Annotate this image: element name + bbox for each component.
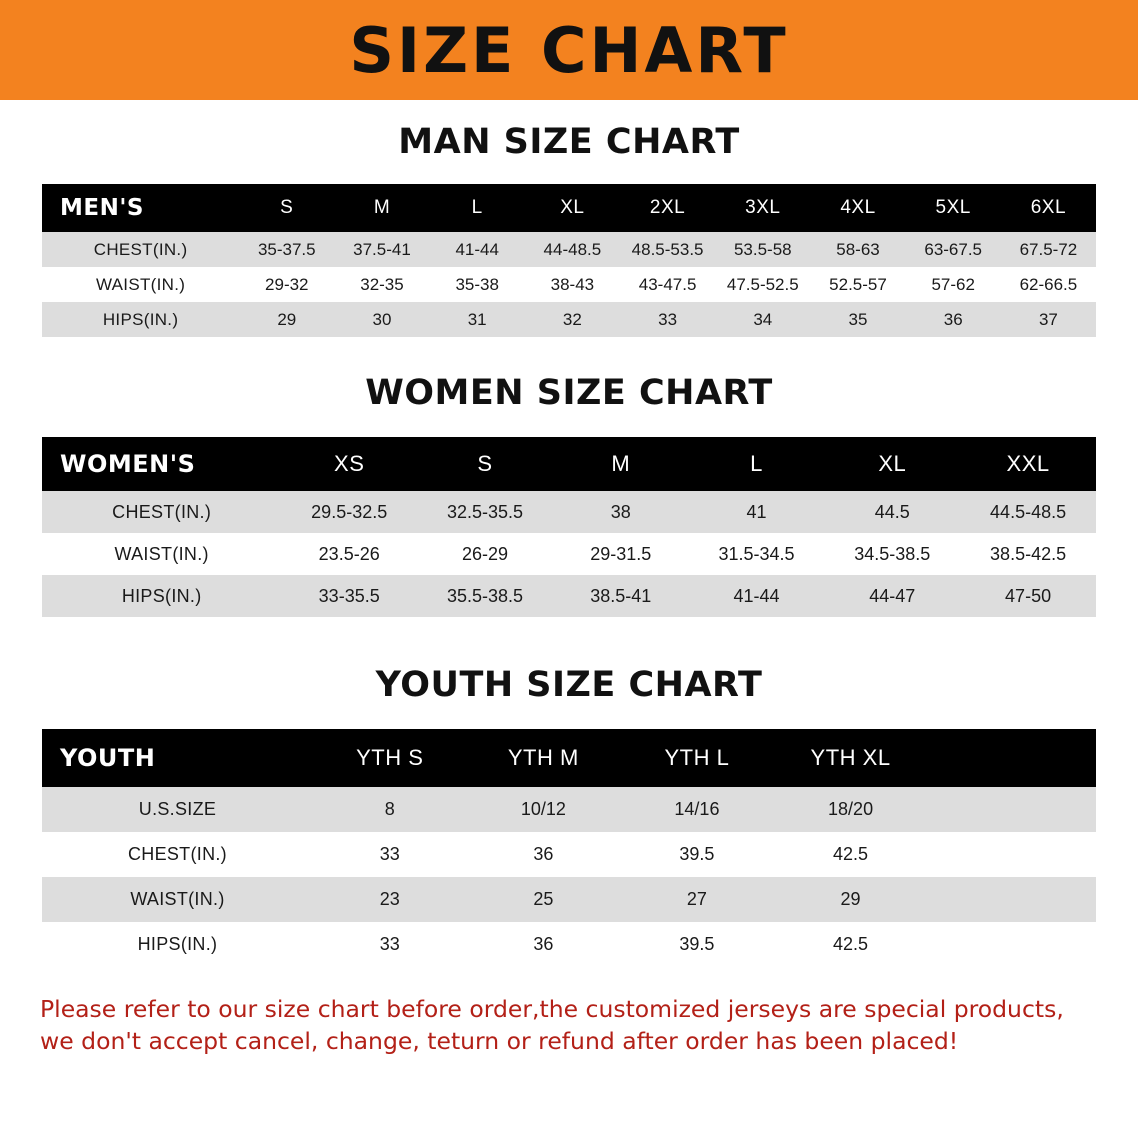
man-row1-cell8: 62-66.5 [1019,274,1078,294]
man-row0-cell4: 48.5-53.5 [631,239,704,259]
man-table-wrap [42,184,1096,337]
youth-row1-spacer [927,832,1096,877]
man-section-heading: MAN SIZE CHART [398,122,740,162]
women-table-wrap [42,437,1096,617]
youth-row0-cell0: 8 [384,799,395,819]
man-row0-cell1: 37.5-41 [353,239,411,259]
youth-row3-label: HIPS(IN.) [137,934,218,954]
youth-row0-cell1: 10/12 [520,799,566,819]
youth-row1-cell1: 36 [533,844,554,864]
youth-row1-cell3: 42.5 [833,844,869,864]
table-row [42,787,1096,832]
man-row2-cell0: 29 [277,309,297,329]
women-header-cell-6: XXL [1006,451,1050,476]
youth-row2-label: WAIST(IN.) [130,889,225,909]
man-header-cell-3: L [471,197,483,218]
man-header-cell-9: 6XL [1030,197,1067,218]
man-row1-cell1: 32-35 [360,274,404,294]
youth-row3-spacer [927,922,1096,967]
table-row [42,877,1096,922]
women-header-cell-3: M [611,451,631,476]
page-banner [0,0,1138,100]
youth-header-cell-2: YTH M [507,745,579,770]
table-row [42,267,1096,302]
youth-header-cell-1: YTH S [356,745,424,770]
table-row [42,533,1096,575]
women-header-cell-4: L [750,451,763,476]
man-header-cell-2: M [373,197,391,218]
youth-section-heading: YOUTH SIZE CHART [375,665,763,705]
women-row0-cell3: 41 [746,501,767,522]
women-row1-cell4: 34.5-38.5 [854,543,931,564]
women-row1-cell3: 31.5-34.5 [718,543,795,564]
youth-table-header-row [42,729,1096,787]
man-row2-cell2: 31 [467,309,487,329]
man-row0-cell2: 41-44 [455,239,499,259]
table-row [42,491,1096,533]
man-row2-cell4: 33 [658,309,678,329]
man-row0-cell7: 63-67.5 [924,239,983,259]
women-row1-cell5: 38.5-42.5 [990,543,1067,564]
man-row1-cell2: 35-38 [455,274,499,294]
women-row2-cell5: 47-50 [1005,585,1052,606]
women-row2-label: HIPS(IN.) [121,585,202,606]
women-row1-cell2: 29-31.5 [590,543,652,564]
women-header-cell-2: S [477,451,493,476]
man-header-cell-7: 4XL [840,197,876,218]
youth-row2-cell1: 25 [533,889,554,909]
man-row1-cell6: 52.5-57 [829,274,887,294]
women-row0-cell2: 38 [610,501,631,522]
man-row2-cell8: 37 [1038,309,1058,329]
youth-row2-cell0: 23 [379,889,400,909]
man-row0-cell0: 35-37.5 [257,239,316,259]
youth-row3-cell1: 36 [533,934,554,954]
policy-note-line-1: Please refer to our size chart before order,the customized jerseys are special products, [40,995,1064,1023]
women-section-heading: WOMEN SIZE CHART [365,373,773,413]
women-row2-cell0: 33-35.5 [318,585,380,606]
youth-row0-label: U.S.SIZE [138,799,217,819]
man-header-cell-8: 5XL [935,197,971,218]
policy-note [40,993,1098,1058]
man-header-cell-5: 2XL [649,197,686,218]
man-header-cell-6: 3XL [745,197,781,218]
man-row2-cell5: 34 [753,309,773,329]
youth-row2-cell2: 27 [686,889,707,909]
youth-header-cell-0: YOUTH [60,744,156,772]
table-row [42,302,1096,337]
women-row0-cell4: 44.5 [874,501,910,522]
women-row1-label: WAIST(IN.) [114,543,209,564]
youth-row3-cell0: 33 [379,934,400,954]
youth-row3-cell2: 39.5 [679,934,715,954]
man-header-cell-1: S [280,197,294,218]
man-row1-cell4: 43-47.5 [638,274,697,294]
youth-header-spacer [927,729,1096,787]
man-row0-cell6: 58-63 [836,239,880,259]
women-row1-cell1: 26-29 [461,543,508,564]
women-row0-label: CHEST(IN.) [112,501,212,522]
youth-row0-spacer [927,787,1096,832]
policy-note-line-2: we don't accept cancel, change, teturn or refund after order has been placed! [40,1027,959,1056]
youth-header-cell-4: YTH XL [810,745,891,770]
youth-row2-cell3: 29 [840,889,861,909]
youth-row0-cell3: 18/20 [828,799,874,819]
man-table-header-row [42,184,1096,232]
page-title: SIZE CHART [349,14,789,87]
women-row2-cell2: 38.5-41 [590,585,652,606]
youth-row1-cell2: 39.5 [679,844,715,864]
youth-size-table [42,729,1096,967]
man-row1-cell7: 57-62 [931,274,975,294]
man-row1-cell0: 29-32 [265,274,309,294]
man-header-cell-4: XL [560,197,585,218]
women-row2-cell4: 44-47 [869,585,916,606]
man-row0-cell5: 53.5-58 [733,239,792,259]
man-header-cell-0: MEN'S [60,195,144,221]
man-row2-cell7: 36 [943,309,963,329]
table-row [42,832,1096,877]
man-row2-label: HIPS(IN.) [102,309,179,329]
youth-row2-spacer [927,877,1096,922]
youth-row1-cell0: 33 [379,844,400,864]
youth-row3-cell3: 42.5 [833,934,869,954]
women-row2-cell1: 35.5-38.5 [446,585,523,606]
table-row [42,922,1096,967]
women-header-cell-0: WOMEN'S [60,450,196,478]
table-row [42,232,1096,267]
women-row0-cell5: 44.5-48.5 [990,501,1067,522]
youth-row1-label: CHEST(IN.) [127,844,227,864]
women-table-header-row [42,437,1096,491]
women-row0-cell0: 29.5-32.5 [311,501,388,522]
women-size-table [42,437,1096,617]
youth-table-wrap [42,729,1096,967]
man-row2-cell3: 32 [562,309,582,329]
youth-header-cell-3: YTH L [664,745,730,770]
man-row1-cell5: 47.5-52.5 [726,274,799,294]
man-row1-cell3: 38-43 [550,274,595,294]
man-row0-cell8: 67.5-72 [1019,239,1078,259]
table-row [42,575,1096,617]
man-row0-cell3: 44-48.5 [543,239,602,259]
youth-row0-cell2: 14/16 [674,799,720,819]
man-row2-cell6: 35 [848,309,868,329]
women-row0-cell1: 32.5-35.5 [446,501,523,522]
man-size-table [42,184,1096,337]
man-row2-cell1: 30 [372,309,392,329]
women-row1-cell0: 23.5-26 [318,543,380,564]
women-header-cell-1: XS [334,451,365,476]
women-row2-cell3: 41-44 [733,585,780,606]
women-header-cell-5: XL [878,451,907,476]
man-row0-label: CHEST(IN.) [93,239,188,259]
man-row1-label: WAIST(IN.) [95,274,186,294]
